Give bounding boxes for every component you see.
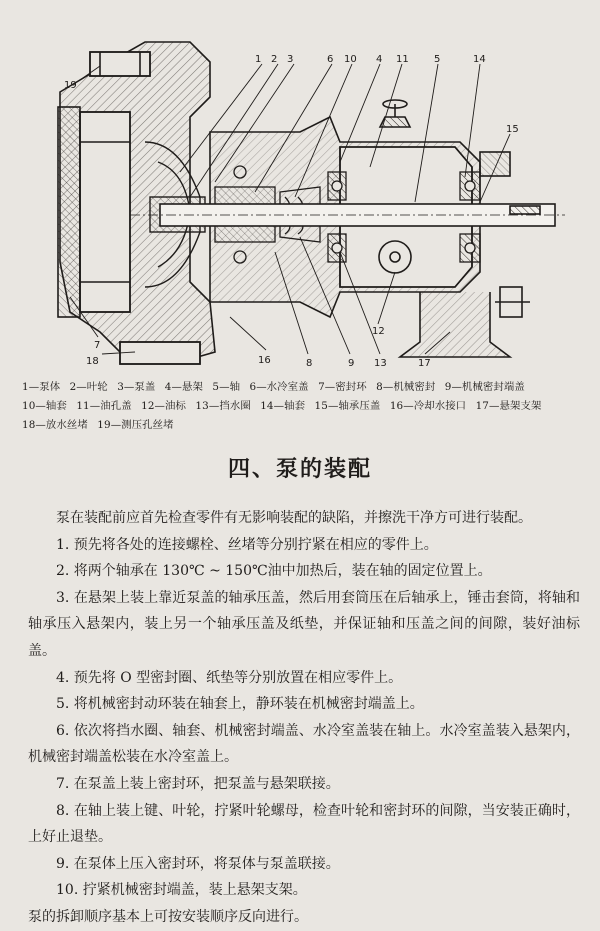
callout-10: 10 [344,54,357,65]
paragraph-step-8: 8. 在轴上装上键、叶轮，拧紧叶轮螺母，检查叶轮和密封环的间隙，当安装正确时，上好止退垫。 [28,802,580,846]
legend-item: 14—轴套 [260,400,306,412]
callout-13: 13 [374,358,387,369]
legend-item: 1—泵体 [22,381,61,393]
paragraph-step-4: 4. 预先将 O 型密封圈、纸垫等分别放置在相应零件上。 [56,669,403,686]
legend-item: 13—挡水圈 [195,400,251,412]
paragraph-conclusion: 泵的拆卸顺序基本上可按安装顺序反向进行。 [28,908,308,925]
paragraph-step-1: 1. 预先将各处的连接螺栓、丝堵等分别拧紧在相应的零件上。 [56,536,438,553]
legend-item: 8—机械密封 [376,381,436,393]
callout-19: 19 [64,80,77,91]
legend-row [22,378,582,397]
pump-drawing-svg [40,22,570,370]
legend-item: 4—悬架 [164,381,203,393]
parts-legend [22,378,582,435]
legend-item: 5—轴 [212,381,241,393]
callout-5: 5 [434,54,441,65]
callout-12: 12 [372,326,385,337]
legend-item: 7—密封环 [318,381,367,393]
legend-item: 18—放水丝堵 [22,419,88,431]
legend-item: 3—泵盖 [117,381,156,393]
callout-14: 14 [473,54,486,65]
legend-item: 2—叶轮 [69,381,108,393]
callout-18: 18 [86,356,99,367]
paragraph-step-9: 9. 在泵体上压入密封环，将泵体与泵盖联接。 [56,855,340,872]
shaft [130,204,565,226]
callout-3: 3 [287,54,294,65]
paragraph-step-10: 10. 拧紧机械密封端盖，装上悬架支架。 [56,882,307,899]
callout-16: 16 [258,355,271,366]
paragraph-step-7: 7. 在泵盖上装上密封环，把泵盖与悬架联接。 [56,775,340,792]
callout-7: 7 [94,340,101,351]
legend-item: 9—机械密封端盖 [444,381,525,393]
legend-item: 17—悬架支架 [475,400,542,412]
callout-17: 17 [418,358,431,369]
pump-cross-section-drawing [40,22,570,370]
callout-6: 6 [327,54,334,65]
legend-item: 12—油标 [141,400,187,412]
callout-11: 11 [396,54,409,65]
legend-item: 11—油孔盖 [76,400,132,412]
callout-9: 9 [348,358,355,369]
legend-row [22,416,582,435]
paragraph-intro: 泵在装配前应首先检查零件有无影响装配的缺陷，并擦洗干净方可进行装配。 [56,510,532,526]
paragraph-step-6: 6. 依次将挡水圈、轴套、机械密封端盖、水冷室盖装在轴上。水冷室盖装入悬架内，机械密封端盖松装在水冷室盖上。 [28,722,580,766]
callout-15: 15 [506,124,519,135]
legend-item: 6—水冷室盖 [249,381,309,393]
callout-1: 1 [255,54,262,65]
paragraph-step-2: 2. 将两个轴承在 130℃ ~ 150℃油中加热后，装在轴的固定位置上。 [56,563,492,580]
paragraph-step-5: 5. 将机械密封动环装在轴套上，静环装在机械密封端盖上。 [56,696,424,713]
legend-row [22,397,582,416]
section-heading: 四、泵的装配 [227,457,372,482]
callout-8: 8 [306,358,313,369]
legend-item: 10—轴套 [22,400,67,412]
callout-2: 2 [271,54,278,65]
legend-item: 15—轴承压盖 [314,400,381,412]
legend-item: 16—冷却水接口 [389,400,467,412]
paragraph-step-3: 3. 在悬架上装上靠近泵盖的轴承压盖，然后用套筒压在后轴承上，锤击套筒，将轴和轴承压入悬架内，装上另一个轴承压盖及纸垫，并保证轴和压盖之间的间隙，装好油标盖。 [28,589,580,659]
body-text [28,505,580,931]
legend-item: 19—测压孔丝堵 [97,419,174,431]
callout-4: 4 [376,54,383,65]
